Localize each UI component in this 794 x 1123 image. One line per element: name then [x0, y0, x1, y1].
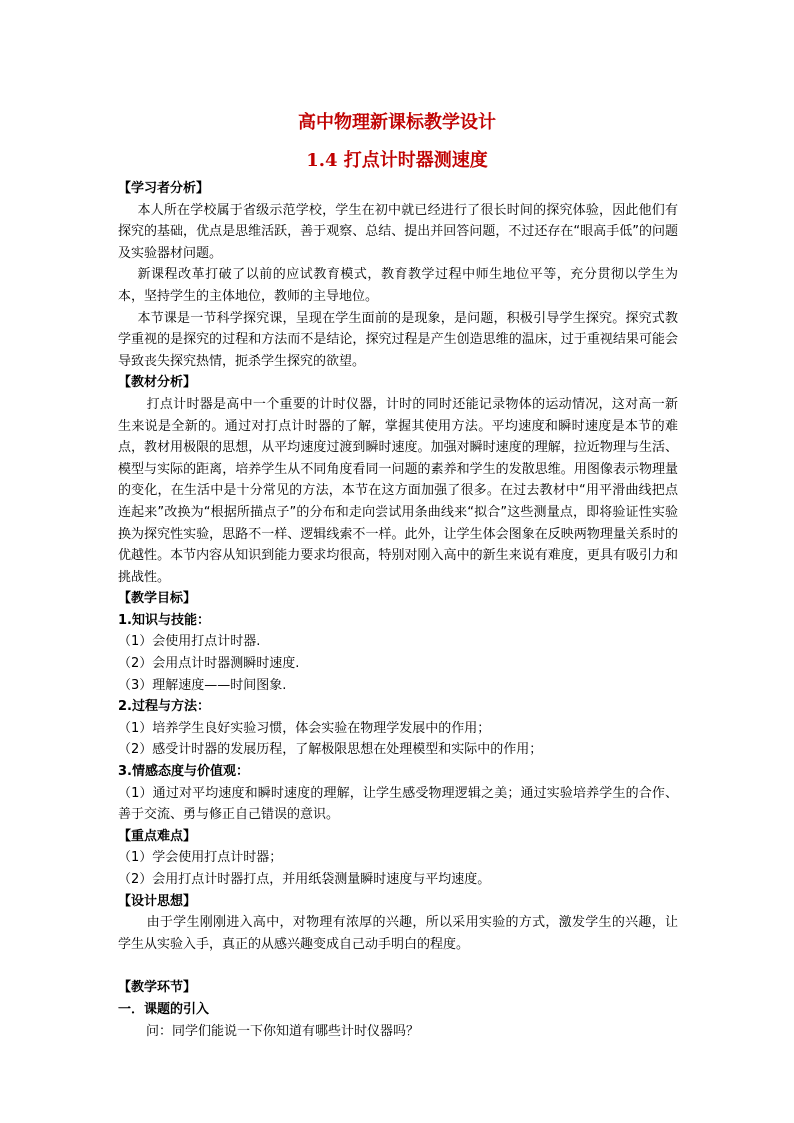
- subheading: 2.过程与方法：: [118, 699, 210, 715]
- paragraph: 本节课是一节科学探究课，呈现在学生面前的是现象，是问题，积极引导学生探究。探究式教学重视的是探究的过程和方法而不是结论，探究过程是产生创造思维的温床，过于重视结果可能会导致丧失探究热情，扼杀学生探究的欲望。: [118, 310, 678, 369]
- list-item: （2）会用点计时器测瞬时速度.: [118, 656, 300, 672]
- section-heading-steps: 【教学环节】: [118, 980, 197, 996]
- list-item: （3）理解速度——时间图象.: [118, 677, 287, 693]
- subheading: 一．课题的引入: [118, 1001, 210, 1017]
- paragraph: 打点计时器是高中一个重要的计时仪器，计时的同时还能记录物体的运动情况，这对高一新生来说是全新的。通过对打点计时器的了解，掌握其使用方法。平均速度和瞬时速度是本节的难点，教材用极限的思想，从平均速度过渡到瞬时速度。加强对瞬时速度的理解，拉近物理与生活、模型与实际的距离，培养学生从不同角度看同一问题的素养和学生的发散思维。用图像表示物理量的变化，在生活中是十分常见的方法，本节在这方面加强了很多。在过去教材中“用平滑曲线把点连起来”改换为“根据所描点子”的分布和走向尝试用条曲线来“拟合”这些测量点，即将验证性实验换为探究性实验，思路不一样、逻辑线索不一样。此外，让学生体会图象在反映两物理量关系时的优越性。本节内容从知识到能力要求均很高，特别对刚入高中的新生来说有难度，更具有吸引力和挑战性。: [118, 396, 678, 585]
- section-heading-learner: 【学习者分析】: [118, 181, 210, 196]
- list-item: （1）通过对平均速度和瞬时速度的理解，让学生感受物理逻辑之美；通过实验培养学生的合作、善于交流、勇与修正自己错误的意识。: [118, 785, 678, 823]
- document-body: [118, 178, 678, 1042]
- lesson-title: 1.4 打点计时器测速度: [306, 150, 488, 171]
- list-item: （2）会用打点计时器打点，并用纸袋测量瞬时速度与平均速度。: [118, 872, 491, 887]
- spacer: [118, 955, 678, 977]
- section-heading-key-points: 【重点难点】: [118, 828, 197, 844]
- list-item: （2）感受计时器的发展历程，了解极限思想在处理模型和实际中的作用；: [118, 742, 543, 758]
- paragraph: 本人所在学校属于省级示范学校，学生在初中就已经进行了很长时间的探究体验，因此他们有探究的基础，优点是思维活跃，善于观察、总结、提出并回答问题，不过还存在“眼高手低”的问题及实验器材问题。: [118, 202, 678, 261]
- list-item: （1）培养学生良好实验习惯，体会实验在物理学发展中的作用；: [118, 720, 491, 736]
- section-heading-goals: 【教学目标】: [118, 591, 197, 607]
- paragraph: 新课程改革打破了以前的应试教育模式，教育教学过程中师生地位平等，充分贯彻以学生为本，坚持学生的主体地位，教师的主导地位。: [118, 267, 678, 304]
- question-text: 问：同学们能说一下你知道有哪些计时仪器吗？: [146, 1023, 420, 1039]
- section-heading-material: 【教材分析】: [118, 375, 197, 391]
- document-title: 高中物理新课标教学设计: [298, 112, 496, 133]
- paragraph: 由于学生刚刚进入高中，对物理有浓厚的兴趣，所以采用实验的方式，激发学生的兴趣，让学生从实验入手，真正的从感兴趣变成自己动手明白的程度。: [118, 915, 678, 952]
- list-item: （1）学会使用打点计时器；: [118, 850, 283, 866]
- list-item: （1）会使用打点计时器.: [118, 634, 261, 650]
- section-heading-design: 【设计思想】: [118, 893, 197, 909]
- subheading: 3.情感态度与价值观：: [118, 764, 249, 780]
- subheading: 1.知识与技能：: [118, 612, 210, 628]
